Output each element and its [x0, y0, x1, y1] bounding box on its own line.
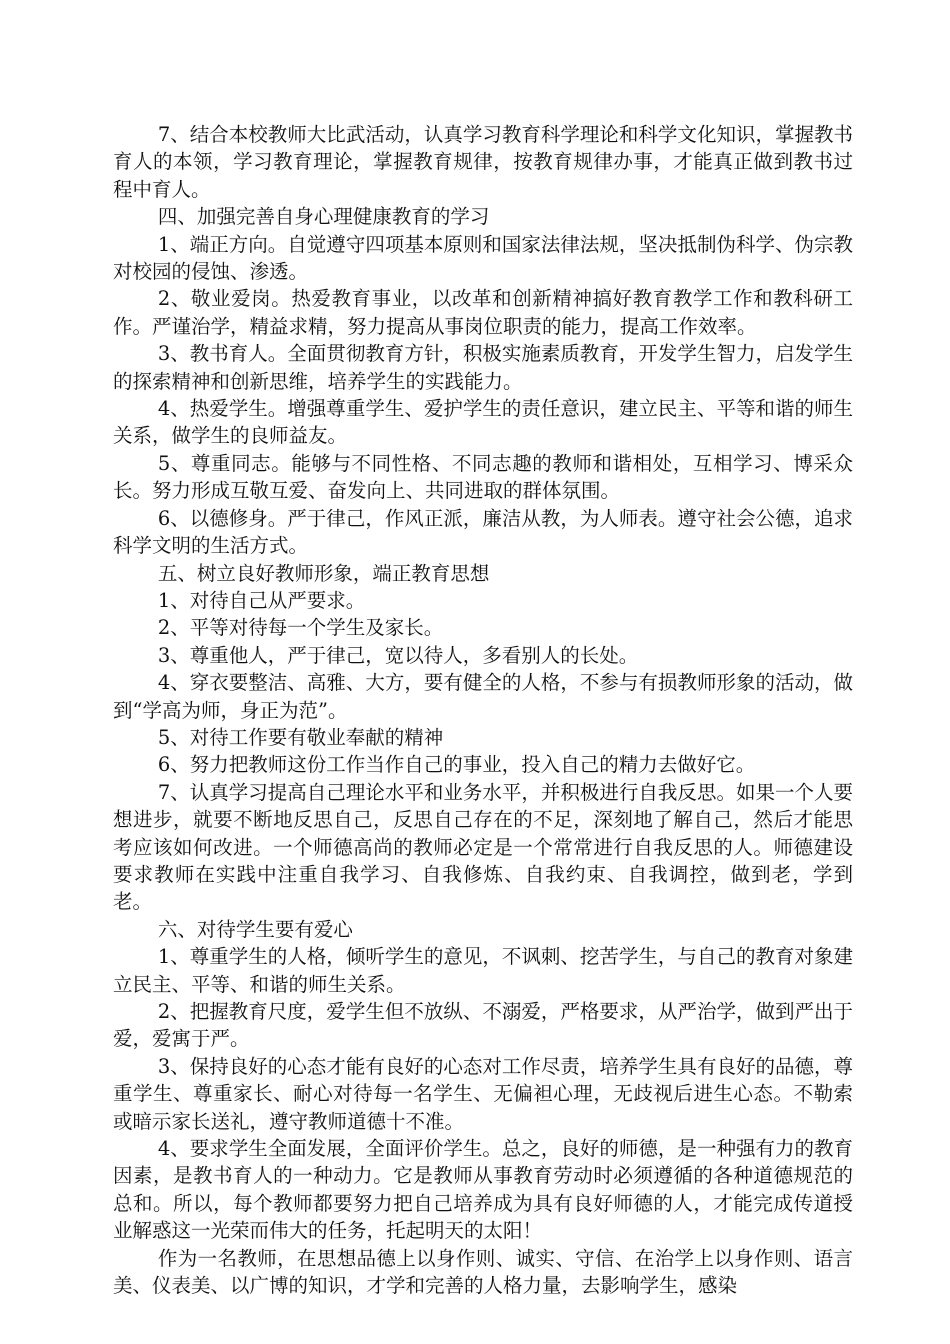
paragraph-2: 1、端正方向。自觉遵守四项基本原则和国家法律法规，坚决抵制伪科学、伪宗教对校园的侵蚀、渗透。 [113, 232, 853, 284]
paragraph-5: 4、热爱学生。增强尊重学生、爱护学生的责任意识，建立民主、平等和谐的师生关系，做学生的良师益友。 [113, 397, 853, 448]
section-heading-6: 六、对待学生要有爱心 [157, 917, 353, 941]
paragraph-12: 5、对待工作要有敬业奉献的精神 [157, 725, 444, 749]
paragraph-6: 5、尊重同志。能够与不同性格、不同志趣的教师和谐相处，互相学习、博采众长。努力形成互敬互爱、奋发向上、共同进取的群体氛围。 [113, 451, 853, 503]
paragraph-3: 2、敬业爱岗。热爱教育事业，以改革和创新精神搞好教育教学工作和教科研工作。严谨治学，精益求精，努力提高从事岗位职责的能力，提高工作效率。 [113, 287, 853, 338]
paragraph-13: 6、努力把教师这份工作当作自己的事业，投入自己的精力去做好它。 [157, 753, 756, 777]
paragraph-19: 作为一名教师，在思想品德上以身作则、诚实、守信、在治学上以身作则、语言美、仪表美、以广博的知识，才学和完善的人格力量，去影响学生，感染 [113, 1246, 853, 1298]
paragraph-18: 4、要求学生全面发展，全面评价学生。总之，良好的师德，是一种强有力的教育因素，是教书育人的一种动力。它是教师从事教育劳动时必须遵循的各种道德规范的总和。所以，每个教师都要努力把自己培养成为具有良好师德的人，才能完成传道授业解惑这一光荣而伟大的任务，托起明天的太阳！ [113, 1137, 853, 1243]
paragraph-10: 3、尊重他人，严于律己，宽以待人，多看别人的长处。 [157, 643, 639, 667]
paragraph-11: 4、穿衣要整洁、高雅、大方，要有健全的人格，不参与有损教师形象的活动，做到“学高为师，身正为范”。 [113, 671, 853, 722]
paragraph-8: 1、对待自己从严要求。 [157, 588, 366, 612]
section-heading-5: 五、树立良好教师形象，端正教育思想 [157, 561, 490, 585]
paragraph-9: 2、平等对待每一个学生及家长。 [157, 616, 444, 640]
paragraph-16: 2、把握教育尺度，爱学生但不放纵、不溺爱，严格要求，从严治学，做到严出于爱，爱寓于严。 [113, 1000, 853, 1051]
paragraph-1: 7、结合本校教师大比武活动，认真学习教育科学理论和科学文化知识，掌握教书育人的本领，学习教育理论，掌握教育规律，按教育规律办事，才能真正做到教书过程中育人。 [113, 123, 853, 201]
section-heading-4: 四、加强完善自身心理健康教育的学习 [157, 205, 490, 229]
paragraph-17: 3、保持良好的心态才能有良好的心态对工作尽责，培养学生具有良好的品德，尊重学生、尊重家长、耐心对待每一名学生、无偏袒心理，无歧视后进生心态。不勒索或暗示家长送礼，遵守教师道德十不准。 [113, 1054, 853, 1133]
paragraph-14: 7、认真学习提高自己理论水平和业务水平，并积极进行自我反思。如果一个人要想进步，就要不断地反思自己，反思自己存在的不足，深刻地了解自己，然后才能思考应该如何改进。一个师德高尚的教师必定是一个常常进行自我反思的人。师德建设要求教师在实践中注重自我学习、自我修炼、自我约束、自我调控，做到老，学到老。 [113, 780, 853, 914]
paragraph-7: 6、以德修身。严于律己，作风正派，廉洁从教，为人师表。遵守社会公德，追求科学文明的生活方式。 [113, 506, 853, 558]
paragraph-4: 3、教书育人。全面贯彻教育方针，积极实施素质教育，开发学生智力，启发学生的探索精神和创新思维，培养学生的实践能力。 [113, 342, 853, 393]
document-body [113, 121, 853, 1299]
paragraph-15: 1、尊重学生的人格，倾听学生的意见，不讽刺、挖苦学生，与自己的教育对象建立民主、平等、和谐的师生关系。 [113, 945, 853, 996]
